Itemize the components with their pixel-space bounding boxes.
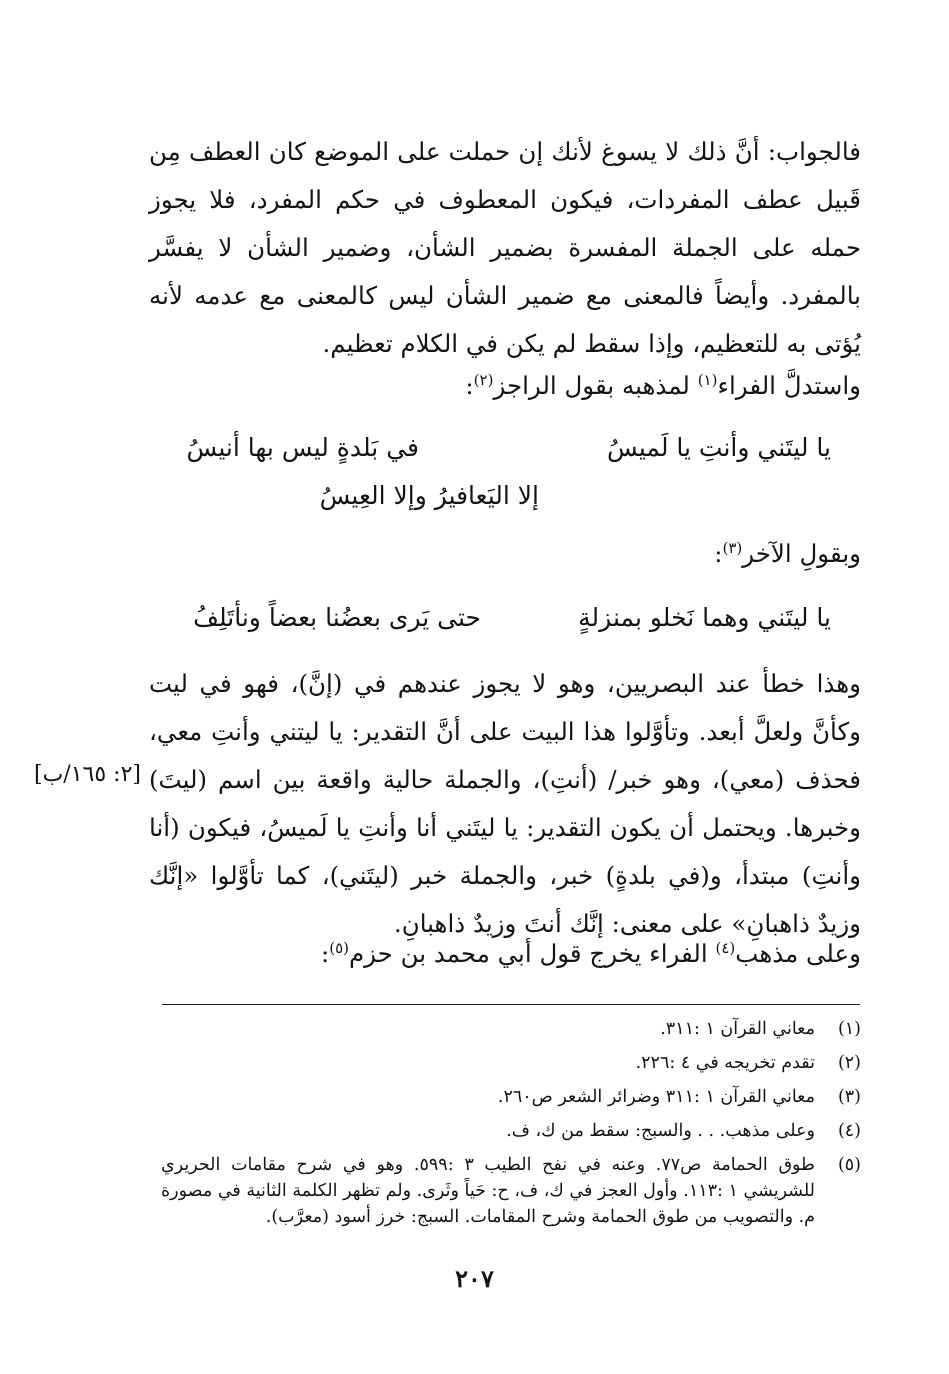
verse2-first-hemistich: يا ليتَني وهما نَخلو بمنزلةٍ: [578, 603, 831, 632]
footnote-4-number: (٤): [837, 1121, 861, 1141]
footnote-1: [161, 1016, 861, 1042]
footnote-4-text: وعلى مذهب. . . والسبج: سقط من ك، ف.: [506, 1121, 815, 1141]
p5-start-text: وعلى مذهب: [735, 939, 861, 968]
footnote-5-number: (٥): [837, 1155, 861, 1175]
footnote-ref-1: (١): [697, 370, 718, 389]
footnote-ref-5: (٥): [329, 938, 349, 957]
p3-end-text: :: [714, 539, 723, 568]
p2-mid-text: لمذهبه بقول الراجز: [493, 371, 698, 400]
p3-start-text: وبقولِ الآخر: [742, 539, 861, 568]
margin-manuscript-reference: [٢: ١٦٥/ب]: [34, 762, 141, 787]
footnote-3-number: (٣): [837, 1087, 861, 1107]
footnote-ref-2: (٢): [473, 370, 494, 389]
footnote-4: [161, 1118, 861, 1144]
verse2-second-hemistich: حتى يَرى بعضُنا بعضاً ونأتَلِفُ: [193, 603, 481, 632]
footnote-ref-4: (٤): [715, 938, 736, 957]
paragraph-other-poet: [149, 530, 861, 578]
p2-end-text: :: [465, 371, 474, 400]
footnote-1-text: معاني القرآن ١ :٣١١.: [660, 1019, 815, 1039]
footnote-1-number: (١): [837, 1019, 861, 1039]
footnote-3-text: معاني القرآن ١ :٣١١ وضرائر الشعر ص٢٦٠.: [497, 1087, 815, 1107]
footnote-separator: [162, 1004, 860, 1005]
footnote-5: [161, 1152, 861, 1230]
p2-start-text: واستدلَّ الفراء: [717, 371, 861, 400]
footnote-2-text: تقدم تخريجه في ٤ :٢٢٦.: [635, 1053, 815, 1073]
paragraph-farra-evidence: [149, 362, 861, 410]
paragraph-ibn-hazm: [149, 930, 861, 978]
footnote-2: [161, 1050, 861, 1076]
p5-end-text: :: [320, 939, 330, 968]
paragraph-answer: فالجواب: أنَّ ذلك لا يسوغ لأنك إن حملت على الموضع كان العطف مِن قَبيل عطف المفردات، فيكون المعطوف في حكم المفرد، فلا يجوز حمله على الجملة المفسرة بضمير الشأن، وضمير الشأن لا يفسَّر بالمفرد. وأيضاً فالمعنى مع ضمير الشأن ليس كالمعنى مع عدمه لأنه يُؤتى به للتعظيم، وإذا سقط لم يكن في الكلام تعظيم.: [149, 137, 861, 358]
verse1-first-hemistich: يا ليتَني وأنتِ يا لَميسُ: [606, 433, 831, 462]
paragraph-basrans: وهذا خطأ عند البصريين، وهو لا يجوز عندهم في (إنَّ)، فهو في ليت وكأنَّ ولعلَّ أبعد. وتأوَّلوا هذا البيت على أنَّ التقدير: يا ليتني وأنتِ معي، فحذف (معي)، وهو خبر/ (أنتِ)، والجملة حالية واقعة بين اسم (ليتَ) وخبرها. ويحتمل أن يكون التقدير: يا ليتَني أنا وأنتِ يا لَميسُ، فيكون (أنا وأنتِ) مبتدأ، و(في بلدةٍ) خبر، والجملة خبر (ليتَني)، كما تأوَّلوا «إنَّك وزيدٌ ذاهبانِ» على معنى: إنَّك أنتَ وزيدٌ ذاهبانِ.: [149, 669, 861, 938]
page-number: ٢٠٧: [455, 1264, 494, 1293]
footnote-ref-3: (٣): [722, 538, 743, 557]
footnote-2-number: (٢): [837, 1053, 861, 1073]
p5-mid-text: الفراء يخرج قول أبي محمد بن حزم: [349, 939, 716, 968]
footnote-3: [161, 1084, 861, 1110]
verse1-second-hemistich: في بَلدةٍ ليس بها أنيسُ: [186, 433, 419, 462]
verse1-third-hemistich: إلا اليَعافيرُ وإلا العِيسُ: [319, 481, 539, 510]
footnote-5-text: طوق الحمامة ص٧٧. وعنه في نفح الطيب ٣ :٥٩٩. وهو في شرح مقامات الحريري للشريشي ١ :١١٣. وأول العجز في ك، ف، ح: حَياً وثَرى. ولم تظهر الكلمة الثانية في مصورة م. والتصويب من طوق الحمامة وشرح المقامات. السبج: خرز أسود (معرَّب).: [161, 1155, 816, 1227]
